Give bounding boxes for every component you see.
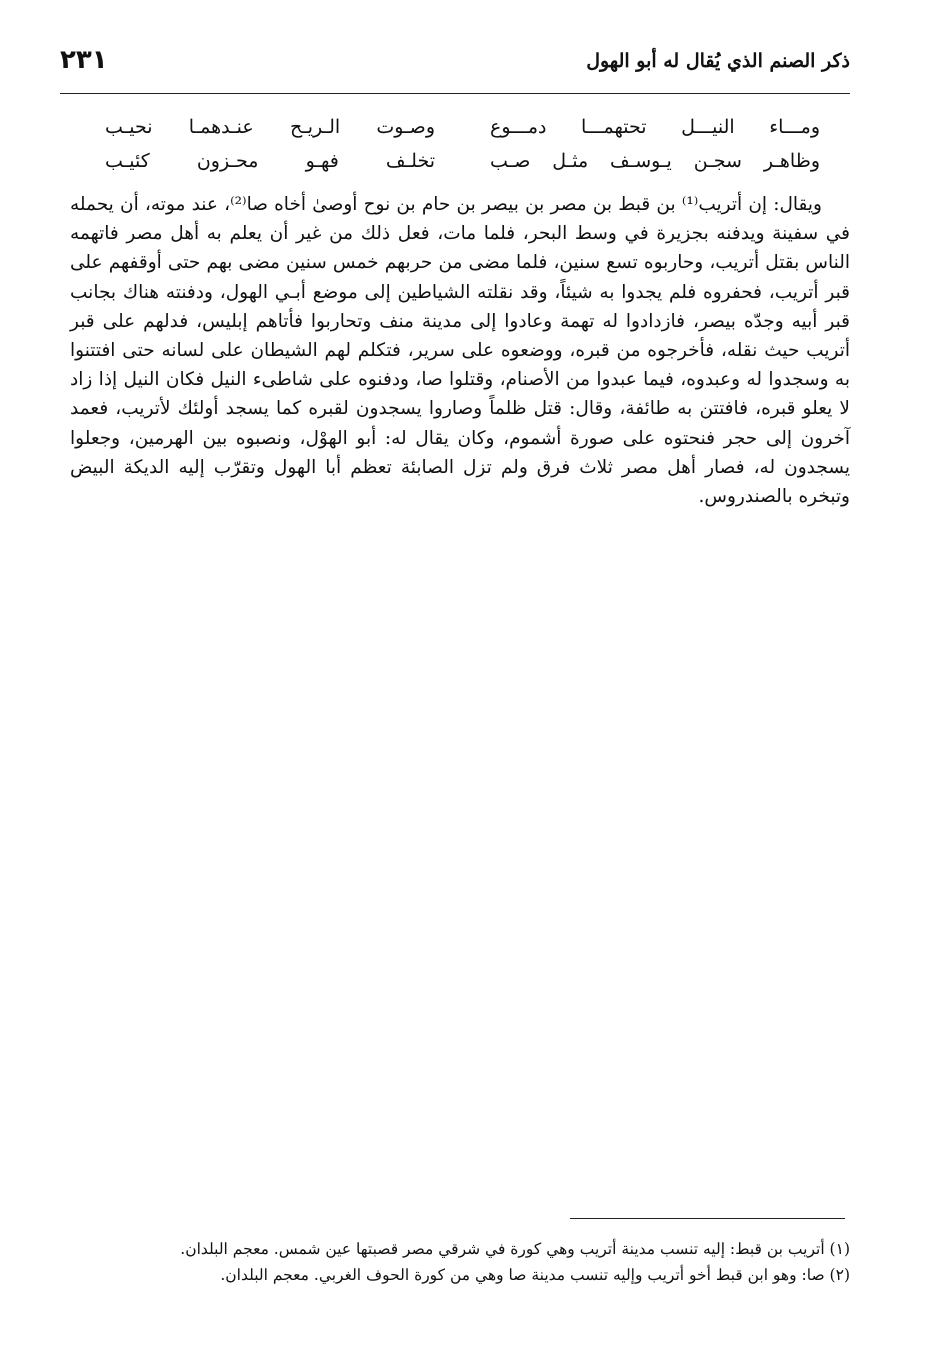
footnotes (60, 1236, 850, 1288)
body-text (70, 190, 850, 511)
hemistich-right: وظاهـر سجـن يـوسـف مثـل صـب (490, 150, 820, 172)
header-rule (60, 93, 850, 94)
page-header (60, 40, 850, 90)
footnote-1: (١) أتريب بن قبط: إليه تنسب مدينة أتريب وهي كورة في شرقي مصر قصبتها عين شمس. معجم البلدان. (180, 1240, 850, 1258)
hemistich-left: تخلـف فهـو محـزون كئيـب (105, 150, 435, 172)
page-number: ٢٣١ (60, 45, 108, 75)
poem (105, 110, 820, 178)
footnote-rule (570, 1218, 845, 1219)
hemistich-right: ومـــاء النيـــل تحتهمـــا دمـــوع (490, 116, 820, 138)
verse (105, 144, 820, 178)
hemistich-left: وصـوت الـريـح عنـدهمـا نحيـب (105, 116, 435, 138)
footnote-2: (٢) صا: وهو ابن قبط أخو أتريب وإليه تنسب مدينة صا وهي من كورة الحوف الغربي. معجم البلدان. (220, 1266, 850, 1284)
body-paragraph: ويقال: إن أتريب⁽¹⁾ بن قبط بن مصر بن بيصر بن حام بن نوح أوصىٰ أخاه صا⁽²⁾، عند موته، أن يحمله في سفينة ويدفنه بجزيرة في وسط البحر، فلما مات، فعل ذلك من غير أن يعلم به أهل مصر فاتهمه الناس بقتل أتريب، وحاربوه تسع سنين، فلما مضى من حربهم خمس سنين مضى بهم حتى أوقفهم على قبر أتريب، فحفروه فلم يجدوا به شيئاً، وقد نقلته الشياطين إلى موضع أبـي الهول، ودفنته هناك بجانب قبر أبيه وجدّه بيصر، فازدادوا له تهمة وعادوا إلى مدينة منف وتحاربوا فأتاهم إبليس، فدلهم على قبر أتريب حيث نقله، فأخرجوه من قبره، ووضعوه على سرير، فتكلم لهم الشيطان على لسانه حتى افتتنوا به وسجدوا له وعبدوه، فيما عبدوا من الأصنام، وقتلوا صا، ودفنوه على شاطىء النيل فكان النيل إذا زاد لا يعلو قبره، فافتتن به طائفة، وقال: قتل ظلماً وصاروا يسجدون لقبره كما يسجد أولئك لأتريب، فعمد آخرون إلى حجر فنحتوه على صورة أشموم، وكان يقال له: أبو الهوْل، ونصبوه بين الهرمين، وجعلوا يسجدون له، فصار أهل مصر ثلاث فرق ولم تزل الصابئة تعظم أبا الهول وتقرّب إليه الديكة البيض وتبخره بالصندروس. (70, 194, 850, 508)
running-title: ذكر الصنم الذي يُقال له أبو الهول (586, 50, 850, 72)
verse (105, 110, 820, 144)
